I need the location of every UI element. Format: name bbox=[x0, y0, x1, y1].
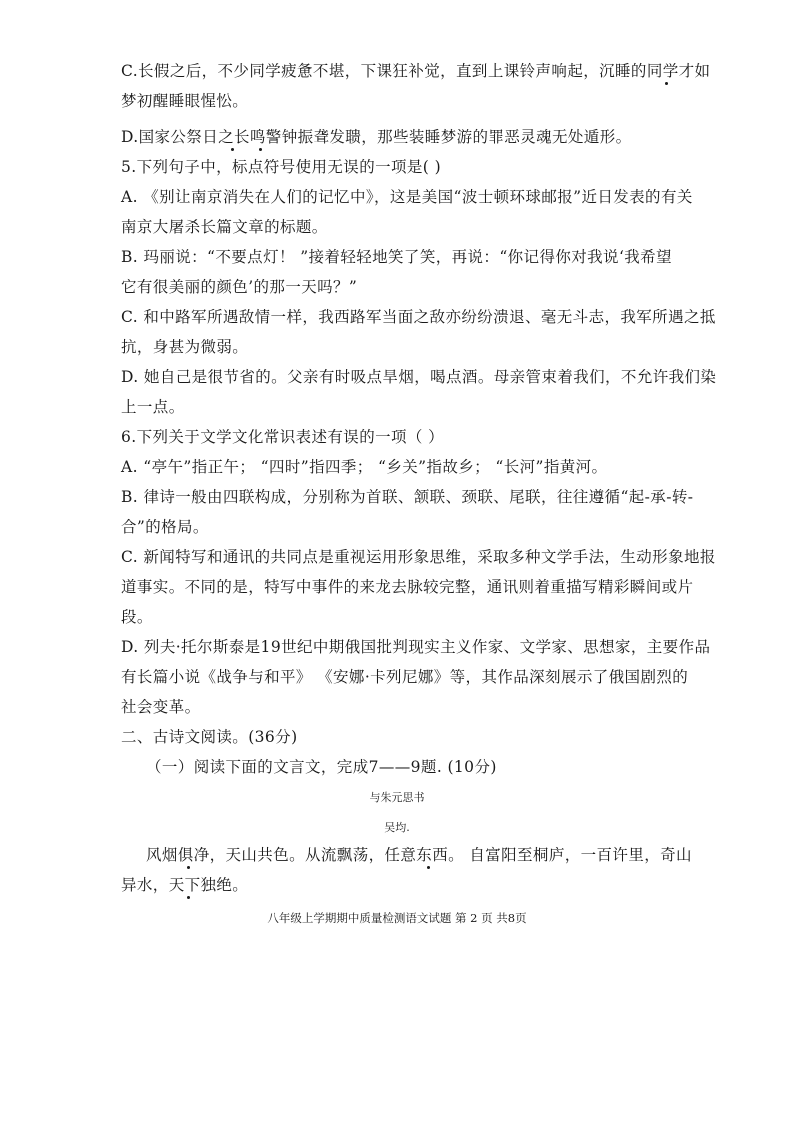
q6-option-c-line-3: 段。 bbox=[121, 608, 153, 626]
q5-option-a-line-2: 南京大屠杀长篇文章的标题。 bbox=[121, 218, 328, 236]
q6-option-b-line-1: B. 律诗一般由四联构成，分别称为首联、颔联、颈联、尾联，往往遵循“起-承-转- bbox=[121, 488, 694, 506]
article-title: 与朱元思书 bbox=[369, 791, 425, 804]
q5-option-c-line-1: C. 和中路军所遇敌情一样，我西路军当面之敌亦纷纷溃退、毫无斗志，我军所遇之抵 bbox=[121, 308, 716, 326]
q5-option-c-line-2: 抗，身甚为微弱。 bbox=[121, 338, 249, 356]
passage-line-1: 风烟俱净，天山共色。从流飘荡，任意东西。 自富阳至桐庐，一百许里，奇山 bbox=[146, 846, 692, 864]
q6-option-d-line-3: 社会变革。 bbox=[121, 698, 201, 716]
option-d-line: D.国家公祭日之长鸣警钟振聋发聩，那些装睡梦游的罪恶灵魂无处遁形。 bbox=[121, 128, 632, 146]
q5-option-a-line-1: A. 《别让南京消失在人们的记忆中》，这是美国“波士顿环球邮报”近日发表的有关 bbox=[121, 188, 693, 206]
article-author: 吴均. bbox=[384, 821, 410, 834]
option-c-line-1: C.长假之后，不少同学疲惫不堪，下课狂补觉，直到上课铃声响起，沉睡的同学才如 bbox=[121, 62, 711, 80]
emphasis-dot bbox=[427, 866, 430, 869]
q5-option-b-line-1: B. 玛丽说：“不要点灯！ ”接着轻轻地笑了笑，再说：“你记得你对我说‘我希望 bbox=[121, 248, 672, 266]
emphasis-dot bbox=[665, 82, 668, 85]
q5-option-d-line-1: D. 她自己是很节省的。父亲有时吸点旱烟，喝点酒。母亲管束着我们，不允许我们染 bbox=[121, 368, 717, 386]
question-5-stem: 5.下列句子中，标点符号使用无误的一项是( ) bbox=[121, 158, 442, 176]
q5-option-d-line-2: 上一点。 bbox=[121, 398, 185, 416]
emphasis-dot bbox=[259, 148, 262, 151]
emphasis-dot bbox=[187, 896, 190, 899]
q6-option-c-line-1: C. 新闻特写和通讯的共同点是重视运用形象思维，采取多种文学手法，生动形象地报 bbox=[121, 548, 716, 566]
q6-option-c-line-2: 道事实。不同的是，特写中事件的来龙去脉较完整，通讯则着重描写精彩瞬间或片 bbox=[121, 578, 694, 596]
option-c-line-2: 梦初醒睡眼惺忪。 bbox=[121, 92, 249, 110]
emphasis-dot bbox=[187, 866, 190, 869]
q5-option-b-line-2: 它有很美丽的颜色’的那一天吗？” bbox=[121, 278, 358, 296]
page-footer: 八年级上学期期中质量检测语文试题 第 2 页 共8页 bbox=[267, 911, 527, 925]
q6-option-d-line-2: 有长篇小说《战争与和平》 《安娜·卡列尼娜》等，其作品深刻展示了俄国剧烈的 bbox=[121, 668, 689, 686]
section-2-heading: 二、古诗文阅读。(36分) bbox=[121, 728, 298, 746]
question-6-stem: 6.下列关于文学文化常识表述有误的一项（ ） bbox=[121, 428, 445, 446]
q6-option-b-line-2: 合”的格局。 bbox=[121, 518, 209, 536]
subsection-1-heading: （一）阅读下面的文言文，完成7——9题. (10分) bbox=[146, 758, 497, 776]
q6-option-d-line-1: D. 列夫·托尔斯泰是19世纪中期俄国批判现实主义作家、文学家、思想家，主要作品 bbox=[121, 638, 711, 656]
passage-line-2: 异水，天下独绝。 bbox=[121, 876, 249, 894]
q6-option-a: A. “亭午”指正午； “四时”指四季； “乡关”指故乡； “长河”指黄河。 bbox=[121, 458, 608, 476]
emphasis-dot bbox=[231, 148, 234, 151]
